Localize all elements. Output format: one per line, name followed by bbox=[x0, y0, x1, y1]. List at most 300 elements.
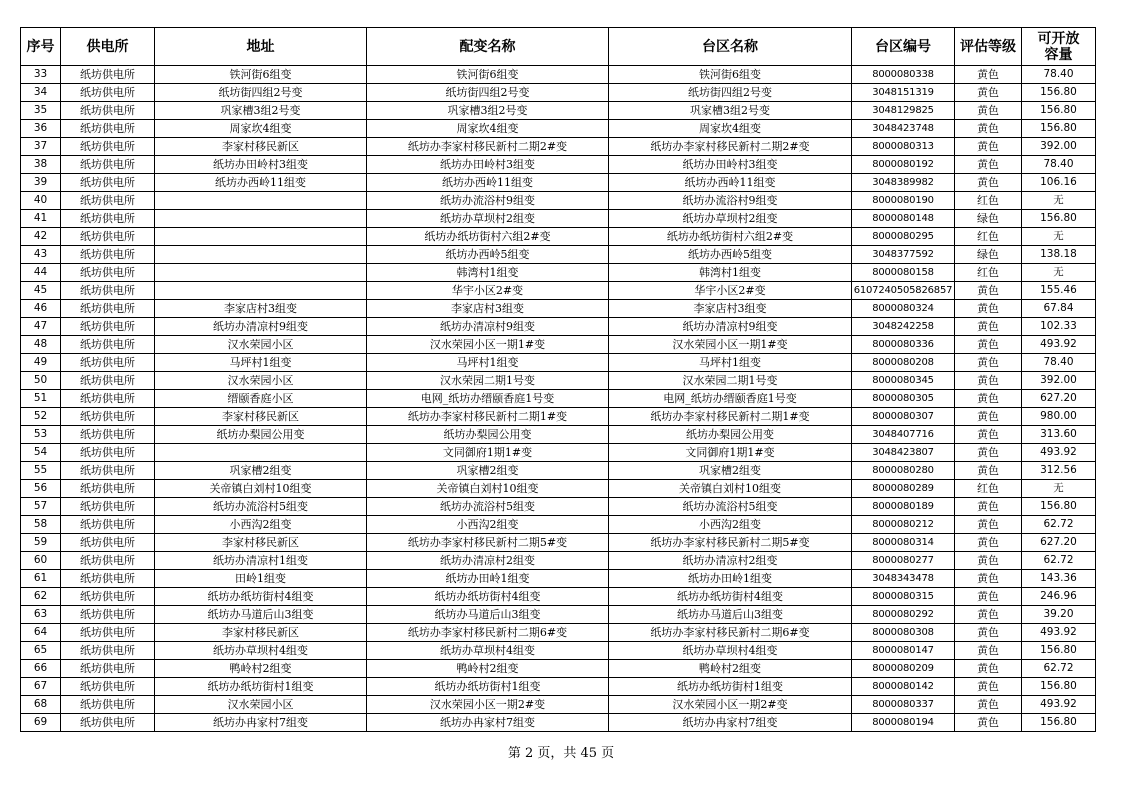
transformer-name: 纸坊办草坝村2组变 bbox=[367, 210, 609, 228]
area-name: 汉水荣园二期1号变 bbox=[609, 372, 852, 390]
address: 汉水荣园小区 bbox=[155, 696, 367, 714]
area-name: 纸坊办清凉村9组变 bbox=[609, 318, 852, 336]
area-code: 8000080212 bbox=[852, 516, 955, 534]
address: 汉水荣园小区 bbox=[155, 372, 367, 390]
open-capacity: 155.46 bbox=[1022, 282, 1096, 300]
address: 纸坊办冉家村7组变 bbox=[155, 714, 367, 732]
transformer-name: 纸坊办李家村移民新村二期5#变 bbox=[367, 534, 609, 552]
col-area-name-header: 台区名称 bbox=[609, 28, 852, 66]
area-code: 8000080305 bbox=[852, 390, 955, 408]
address: 周家坎4组变 bbox=[155, 120, 367, 138]
area-name: 纸坊办流浴村9组变 bbox=[609, 192, 852, 210]
transformer-name: 小西沟2组变 bbox=[367, 516, 609, 534]
transformer-name: 纸坊办流浴村9组变 bbox=[367, 192, 609, 210]
open-capacity: 62.72 bbox=[1022, 552, 1096, 570]
open-capacity: 312.56 bbox=[1022, 462, 1096, 480]
assessment-grade: 黄色 bbox=[955, 84, 1022, 102]
transformer-name: 马坪村1组变 bbox=[367, 354, 609, 372]
assessment-grade: 黄色 bbox=[955, 156, 1022, 174]
station-name: 纸坊供电所 bbox=[61, 246, 155, 264]
row-index: 57 bbox=[21, 498, 61, 516]
open-capacity: 无 bbox=[1022, 264, 1096, 282]
table-row bbox=[21, 660, 1096, 678]
address: 小西沟2组变 bbox=[155, 516, 367, 534]
area-name: 小西沟2组变 bbox=[609, 516, 852, 534]
station-name: 纸坊供电所 bbox=[61, 660, 155, 678]
assessment-grade: 黄色 bbox=[955, 534, 1022, 552]
assessment-grade: 黄色 bbox=[955, 552, 1022, 570]
transformer-name: 纸坊办纸坊街村六组2#变 bbox=[367, 228, 609, 246]
area-code: 8000080295 bbox=[852, 228, 955, 246]
area-name: 关帝镇白刘村10组变 bbox=[609, 480, 852, 498]
transformer-name: 纸坊办田岭村3组变 bbox=[367, 156, 609, 174]
area-code: 3048129825 bbox=[852, 102, 955, 120]
area-name: 纸坊办清凉村2组变 bbox=[609, 552, 852, 570]
table-row bbox=[21, 642, 1096, 660]
area-name: 纸坊办纸坊街村六组2#变 bbox=[609, 228, 852, 246]
transformer-name: 李家店村3组变 bbox=[367, 300, 609, 318]
area-code: 8000080324 bbox=[852, 300, 955, 318]
station-name: 纸坊供电所 bbox=[61, 534, 155, 552]
row-index: 37 bbox=[21, 138, 61, 156]
open-capacity: 78.40 bbox=[1022, 354, 1096, 372]
table-row bbox=[21, 462, 1096, 480]
address: 李家村移民新区 bbox=[155, 408, 367, 426]
assessment-grade: 黄色 bbox=[955, 408, 1022, 426]
area-name: 纸坊办纸坊街村1组变 bbox=[609, 678, 852, 696]
table-row bbox=[21, 246, 1096, 264]
station-name: 纸坊供电所 bbox=[61, 588, 155, 606]
row-index: 51 bbox=[21, 390, 61, 408]
station-name: 纸坊供电所 bbox=[61, 354, 155, 372]
assessment-grade: 黄色 bbox=[955, 336, 1022, 354]
assessment-grade: 黄色 bbox=[955, 678, 1022, 696]
area-code: 8000080307 bbox=[852, 408, 955, 426]
address bbox=[155, 444, 367, 462]
col-address-header: 地址 bbox=[155, 28, 367, 66]
assessment-grade: 黄色 bbox=[955, 282, 1022, 300]
station-name: 纸坊供电所 bbox=[61, 156, 155, 174]
area-code: 6107240505826857 bbox=[852, 282, 955, 300]
transformer-name: 纸坊办纸坊街村4组变 bbox=[367, 588, 609, 606]
area-code: 8000080292 bbox=[852, 606, 955, 624]
assessment-grade: 黄色 bbox=[955, 300, 1022, 318]
row-index: 67 bbox=[21, 678, 61, 696]
station-name: 纸坊供电所 bbox=[61, 696, 155, 714]
transformer-name: 铁河街6组变 bbox=[367, 66, 609, 84]
area-name: 纸坊办马道后山3组变 bbox=[609, 606, 852, 624]
station-name: 纸坊供电所 bbox=[61, 372, 155, 390]
area-name: 纸坊办西岭11组变 bbox=[609, 174, 852, 192]
area-code: 8000080338 bbox=[852, 66, 955, 84]
row-index: 50 bbox=[21, 372, 61, 390]
assessment-grade: 黄色 bbox=[955, 426, 1022, 444]
station-name: 纸坊供电所 bbox=[61, 336, 155, 354]
address bbox=[155, 228, 367, 246]
transformer-name: 纸坊办梨园公用变 bbox=[367, 426, 609, 444]
transformer-name: 纸坊办西岭11组变 bbox=[367, 174, 609, 192]
assessment-grade: 黄色 bbox=[955, 588, 1022, 606]
station-name: 纸坊供电所 bbox=[61, 552, 155, 570]
station-name: 纸坊供电所 bbox=[61, 462, 155, 480]
address: 纸坊办梨园公用变 bbox=[155, 426, 367, 444]
assessment-grade: 黄色 bbox=[955, 444, 1022, 462]
open-capacity: 78.40 bbox=[1022, 66, 1096, 84]
assessment-grade: 黄色 bbox=[955, 354, 1022, 372]
address: 汉水荣园小区 bbox=[155, 336, 367, 354]
open-capacity: 106.16 bbox=[1022, 174, 1096, 192]
area-name: 华宇小区2#变 bbox=[609, 282, 852, 300]
address: 关帝镇白刘村10组变 bbox=[155, 480, 367, 498]
row-index: 43 bbox=[21, 246, 61, 264]
table-row bbox=[21, 696, 1096, 714]
table-row bbox=[21, 138, 1096, 156]
open-capacity: 无 bbox=[1022, 480, 1096, 498]
assessment-grade: 黄色 bbox=[955, 570, 1022, 588]
table-row bbox=[21, 534, 1096, 552]
open-capacity: 156.80 bbox=[1022, 102, 1096, 120]
station-name: 纸坊供电所 bbox=[61, 606, 155, 624]
address: 纸坊办马道后山3组变 bbox=[155, 606, 367, 624]
address: 田岭1组变 bbox=[155, 570, 367, 588]
area-code: 8000080208 bbox=[852, 354, 955, 372]
address: 鸭岭村2组变 bbox=[155, 660, 367, 678]
assessment-grade: 红色 bbox=[955, 480, 1022, 498]
area-code: 3048407716 bbox=[852, 426, 955, 444]
transformer-name: 纸坊办清凉村9组变 bbox=[367, 318, 609, 336]
station-name: 纸坊供电所 bbox=[61, 138, 155, 156]
row-index: 46 bbox=[21, 300, 61, 318]
assessment-grade: 红色 bbox=[955, 192, 1022, 210]
transformer-name: 文同御府1期1#变 bbox=[367, 444, 609, 462]
row-index: 36 bbox=[21, 120, 61, 138]
address: 铁河街6组变 bbox=[155, 66, 367, 84]
table-row bbox=[21, 300, 1096, 318]
open-capacity: 493.92 bbox=[1022, 444, 1096, 462]
row-index: 38 bbox=[21, 156, 61, 174]
row-index: 60 bbox=[21, 552, 61, 570]
station-name: 纸坊供电所 bbox=[61, 174, 155, 192]
area-name: 马坪村1组变 bbox=[609, 354, 852, 372]
area-code: 8000080147 bbox=[852, 642, 955, 660]
open-capacity: 无 bbox=[1022, 192, 1096, 210]
row-index: 42 bbox=[21, 228, 61, 246]
area-name: 韩湾村1组变 bbox=[609, 264, 852, 282]
area-name: 文同御府1期1#变 bbox=[609, 444, 852, 462]
table-row bbox=[21, 228, 1096, 246]
row-index: 56 bbox=[21, 480, 61, 498]
station-name: 纸坊供电所 bbox=[61, 120, 155, 138]
transformer-name: 汉水荣园二期1号变 bbox=[367, 372, 609, 390]
area-code: 8000080194 bbox=[852, 714, 955, 732]
row-index: 54 bbox=[21, 444, 61, 462]
assessment-grade: 黄色 bbox=[955, 642, 1022, 660]
assessment-grade: 黄色 bbox=[955, 318, 1022, 336]
assessment-grade: 黄色 bbox=[955, 498, 1022, 516]
assessment-grade: 黄色 bbox=[955, 696, 1022, 714]
row-index: 58 bbox=[21, 516, 61, 534]
open-capacity: 156.80 bbox=[1022, 678, 1096, 696]
area-code: 3048423748 bbox=[852, 120, 955, 138]
transformer-name: 纸坊办流浴村5组变 bbox=[367, 498, 609, 516]
table-row bbox=[21, 516, 1096, 534]
assessment-grade: 黄色 bbox=[955, 102, 1022, 120]
row-index: 49 bbox=[21, 354, 61, 372]
area-code: 8000080314 bbox=[852, 534, 955, 552]
open-capacity: 39.20 bbox=[1022, 606, 1096, 624]
row-index: 59 bbox=[21, 534, 61, 552]
row-index: 35 bbox=[21, 102, 61, 120]
transformer-name: 汉水荣园小区一期1#变 bbox=[367, 336, 609, 354]
transformer-name: 巩家槽2组变 bbox=[367, 462, 609, 480]
area-code: 8000080280 bbox=[852, 462, 955, 480]
table-row bbox=[21, 624, 1096, 642]
row-index: 64 bbox=[21, 624, 61, 642]
row-index: 63 bbox=[21, 606, 61, 624]
transformer-name: 汉水荣园小区一期2#变 bbox=[367, 696, 609, 714]
station-name: 纸坊供电所 bbox=[61, 228, 155, 246]
row-index: 65 bbox=[21, 642, 61, 660]
row-index: 45 bbox=[21, 282, 61, 300]
transformer-name: 电网_纸坊办缙颐香庭1号变 bbox=[367, 390, 609, 408]
transformer-name: 纸坊办李家村移民新村二期6#变 bbox=[367, 624, 609, 642]
transformer-name: 纸坊办草坝村4组变 bbox=[367, 642, 609, 660]
open-capacity: 493.92 bbox=[1022, 624, 1096, 642]
area-code: 8000080192 bbox=[852, 156, 955, 174]
area-name: 汉水荣园小区一期1#变 bbox=[609, 336, 852, 354]
address: 纸坊办清凉村1组变 bbox=[155, 552, 367, 570]
table-row bbox=[21, 120, 1096, 138]
row-index: 52 bbox=[21, 408, 61, 426]
table-row bbox=[21, 354, 1096, 372]
address: 李家村移民新区 bbox=[155, 138, 367, 156]
row-index: 34 bbox=[21, 84, 61, 102]
transformer-name: 韩湾村1组变 bbox=[367, 264, 609, 282]
assessment-grade: 黄色 bbox=[955, 390, 1022, 408]
transformer-name: 纸坊办西岭5组变 bbox=[367, 246, 609, 264]
assessment-grade: 黄色 bbox=[955, 714, 1022, 732]
area-name: 纸坊办李家村移民新村二期1#变 bbox=[609, 408, 852, 426]
area-name: 纸坊办纸坊街村4组变 bbox=[609, 588, 852, 606]
station-name: 纸坊供电所 bbox=[61, 624, 155, 642]
address: 李家村移民新区 bbox=[155, 624, 367, 642]
page-footer: 第 2 页，共 45 页 bbox=[507, 746, 615, 761]
area-code: 8000080189 bbox=[852, 498, 955, 516]
area-name: 纸坊办李家村移民新村二期5#变 bbox=[609, 534, 852, 552]
row-index: 62 bbox=[21, 588, 61, 606]
station-name: 纸坊供电所 bbox=[61, 642, 155, 660]
address bbox=[155, 282, 367, 300]
assessment-grade: 红色 bbox=[955, 264, 1022, 282]
station-name: 纸坊供电所 bbox=[61, 570, 155, 588]
open-capacity: 156.80 bbox=[1022, 498, 1096, 516]
station-name: 纸坊供电所 bbox=[61, 264, 155, 282]
address: 纸坊办草坝村4组变 bbox=[155, 642, 367, 660]
open-capacity: 493.92 bbox=[1022, 336, 1096, 354]
col-area-code-header: 台区编号 bbox=[852, 28, 955, 66]
assessment-grade: 黄色 bbox=[955, 516, 1022, 534]
row-index: 44 bbox=[21, 264, 61, 282]
open-capacity: 313.60 bbox=[1022, 426, 1096, 444]
station-name: 纸坊供电所 bbox=[61, 84, 155, 102]
row-index: 33 bbox=[21, 66, 61, 84]
table-row bbox=[21, 102, 1096, 120]
assessment-grade: 黄色 bbox=[955, 624, 1022, 642]
station-name: 纸坊供电所 bbox=[61, 408, 155, 426]
col-transformer-header: 配变名称 bbox=[367, 28, 609, 66]
transformer-name: 纸坊办清凉村2组变 bbox=[367, 552, 609, 570]
area-name: 巩家槽2组变 bbox=[609, 462, 852, 480]
station-name: 纸坊供电所 bbox=[61, 282, 155, 300]
area-name: 铁河街6组变 bbox=[609, 66, 852, 84]
table-row bbox=[21, 498, 1096, 516]
table-row bbox=[21, 66, 1096, 84]
open-capacity: 493.92 bbox=[1022, 696, 1096, 714]
assessment-grade: 黄色 bbox=[955, 606, 1022, 624]
station-name: 纸坊供电所 bbox=[61, 498, 155, 516]
station-name: 纸坊供电所 bbox=[61, 516, 155, 534]
area-name: 汉水荣园小区一期2#变 bbox=[609, 696, 852, 714]
table-row bbox=[21, 264, 1096, 282]
open-capacity: 392.00 bbox=[1022, 372, 1096, 390]
assessment-grade: 绿色 bbox=[955, 246, 1022, 264]
area-code: 8000080209 bbox=[852, 660, 955, 678]
open-capacity: 138.18 bbox=[1022, 246, 1096, 264]
station-name: 纸坊供电所 bbox=[61, 300, 155, 318]
address: 李家村移民新区 bbox=[155, 534, 367, 552]
transformer-name: 巩家槽3组2号变 bbox=[367, 102, 609, 120]
assessment-grade: 黄色 bbox=[955, 66, 1022, 84]
open-capacity: 392.00 bbox=[1022, 138, 1096, 156]
address bbox=[155, 192, 367, 210]
transformer-name: 纸坊办田岭1组变 bbox=[367, 570, 609, 588]
row-index: 39 bbox=[21, 174, 61, 192]
table-row bbox=[21, 174, 1096, 192]
area-code: 3048242258 bbox=[852, 318, 955, 336]
address: 纸坊办田岭村3组变 bbox=[155, 156, 367, 174]
address: 纸坊办流浴村5组变 bbox=[155, 498, 367, 516]
assessment-grade: 黄色 bbox=[955, 660, 1022, 678]
transformer-name: 华宇小区2#变 bbox=[367, 282, 609, 300]
address: 缙颐香庭小区 bbox=[155, 390, 367, 408]
row-index: 48 bbox=[21, 336, 61, 354]
area-code: 8000080158 bbox=[852, 264, 955, 282]
table-row bbox=[21, 156, 1096, 174]
transformer-name: 纸坊办冉家村7组变 bbox=[367, 714, 609, 732]
address: 纸坊办纸坊街村1组变 bbox=[155, 678, 367, 696]
area-name: 纸坊办李家村移民新村二期6#变 bbox=[609, 624, 852, 642]
open-capacity: 143.36 bbox=[1022, 570, 1096, 588]
row-index: 55 bbox=[21, 462, 61, 480]
address: 纸坊办清凉村9组变 bbox=[155, 318, 367, 336]
transformer-name: 纸坊办纸坊街村1组变 bbox=[367, 678, 609, 696]
station-name: 纸坊供电所 bbox=[61, 390, 155, 408]
table-row bbox=[21, 84, 1096, 102]
assessment-grade: 黄色 bbox=[955, 138, 1022, 156]
table-row bbox=[21, 552, 1096, 570]
address bbox=[155, 210, 367, 228]
area-name: 纸坊办田岭1组变 bbox=[609, 570, 852, 588]
station-name: 纸坊供电所 bbox=[61, 480, 155, 498]
open-capacity: 246.96 bbox=[1022, 588, 1096, 606]
row-index: 69 bbox=[21, 714, 61, 732]
transformer-name: 鸭岭村2组变 bbox=[367, 660, 609, 678]
area-code: 8000080289 bbox=[852, 480, 955, 498]
assessment-grade: 绿色 bbox=[955, 210, 1022, 228]
col-grade-header: 评估等级 bbox=[955, 28, 1022, 66]
assessment-grade: 黄色 bbox=[955, 372, 1022, 390]
header-row bbox=[21, 28, 1096, 66]
address: 马坪村1组变 bbox=[155, 354, 367, 372]
area-code: 8000080148 bbox=[852, 210, 955, 228]
transformer-name: 纸坊办李家村移民新村二期1#变 bbox=[367, 408, 609, 426]
table-row bbox=[21, 390, 1096, 408]
table-row bbox=[21, 570, 1096, 588]
station-name: 纸坊供电所 bbox=[61, 102, 155, 120]
open-capacity: 无 bbox=[1022, 228, 1096, 246]
open-capacity: 62.72 bbox=[1022, 660, 1096, 678]
table-row bbox=[21, 678, 1096, 696]
area-name: 纸坊办冉家村7组变 bbox=[609, 714, 852, 732]
address: 纸坊街四组2号变 bbox=[155, 84, 367, 102]
open-capacity: 156.80 bbox=[1022, 210, 1096, 228]
row-index: 40 bbox=[21, 192, 61, 210]
open-capacity: 627.20 bbox=[1022, 390, 1096, 408]
station-name: 纸坊供电所 bbox=[61, 444, 155, 462]
area-code: 3048389982 bbox=[852, 174, 955, 192]
area-code: 8000080336 bbox=[852, 336, 955, 354]
table-row bbox=[21, 336, 1096, 354]
area-name: 纸坊办李家村移民新村二期2#变 bbox=[609, 138, 852, 156]
area-name: 纸坊办草坝村2组变 bbox=[609, 210, 852, 228]
open-capacity: 627.20 bbox=[1022, 534, 1096, 552]
assessment-grade: 黄色 bbox=[955, 120, 1022, 138]
area-name: 纸坊办梨园公用变 bbox=[609, 426, 852, 444]
address bbox=[155, 246, 367, 264]
station-name: 纸坊供电所 bbox=[61, 192, 155, 210]
area-name: 李家店村3组变 bbox=[609, 300, 852, 318]
station-name: 纸坊供电所 bbox=[61, 210, 155, 228]
assessment-grade: 黄色 bbox=[955, 462, 1022, 480]
transformer-name: 纸坊街四组2号变 bbox=[367, 84, 609, 102]
open-capacity: 102.33 bbox=[1022, 318, 1096, 336]
area-code: 3048151319 bbox=[852, 84, 955, 102]
transformer-name: 周家坎4组变 bbox=[367, 120, 609, 138]
area-code: 8000080190 bbox=[852, 192, 955, 210]
table-row bbox=[21, 192, 1096, 210]
station-name: 纸坊供电所 bbox=[61, 318, 155, 336]
table-row bbox=[21, 714, 1096, 732]
capacity-table bbox=[20, 27, 1096, 732]
area-name: 周家坎4组变 bbox=[609, 120, 852, 138]
assessment-grade: 黄色 bbox=[955, 174, 1022, 192]
area-code: 3048423807 bbox=[852, 444, 955, 462]
area-code: 3048343478 bbox=[852, 570, 955, 588]
row-index: 47 bbox=[21, 318, 61, 336]
area-name: 纸坊办田岭村3组变 bbox=[609, 156, 852, 174]
open-capacity: 67.84 bbox=[1022, 300, 1096, 318]
open-capacity: 62.72 bbox=[1022, 516, 1096, 534]
transformer-name: 关帝镇白刘村10组变 bbox=[367, 480, 609, 498]
open-capacity: 156.80 bbox=[1022, 642, 1096, 660]
station-name: 纸坊供电所 bbox=[61, 66, 155, 84]
area-name: 电网_纸坊办缙颐香庭1号变 bbox=[609, 390, 852, 408]
assessment-grade: 红色 bbox=[955, 228, 1022, 246]
open-capacity: 78.40 bbox=[1022, 156, 1096, 174]
area-name: 纸坊办流浴村5组变 bbox=[609, 498, 852, 516]
area-name: 纸坊街四组2号变 bbox=[609, 84, 852, 102]
area-code: 8000080308 bbox=[852, 624, 955, 642]
